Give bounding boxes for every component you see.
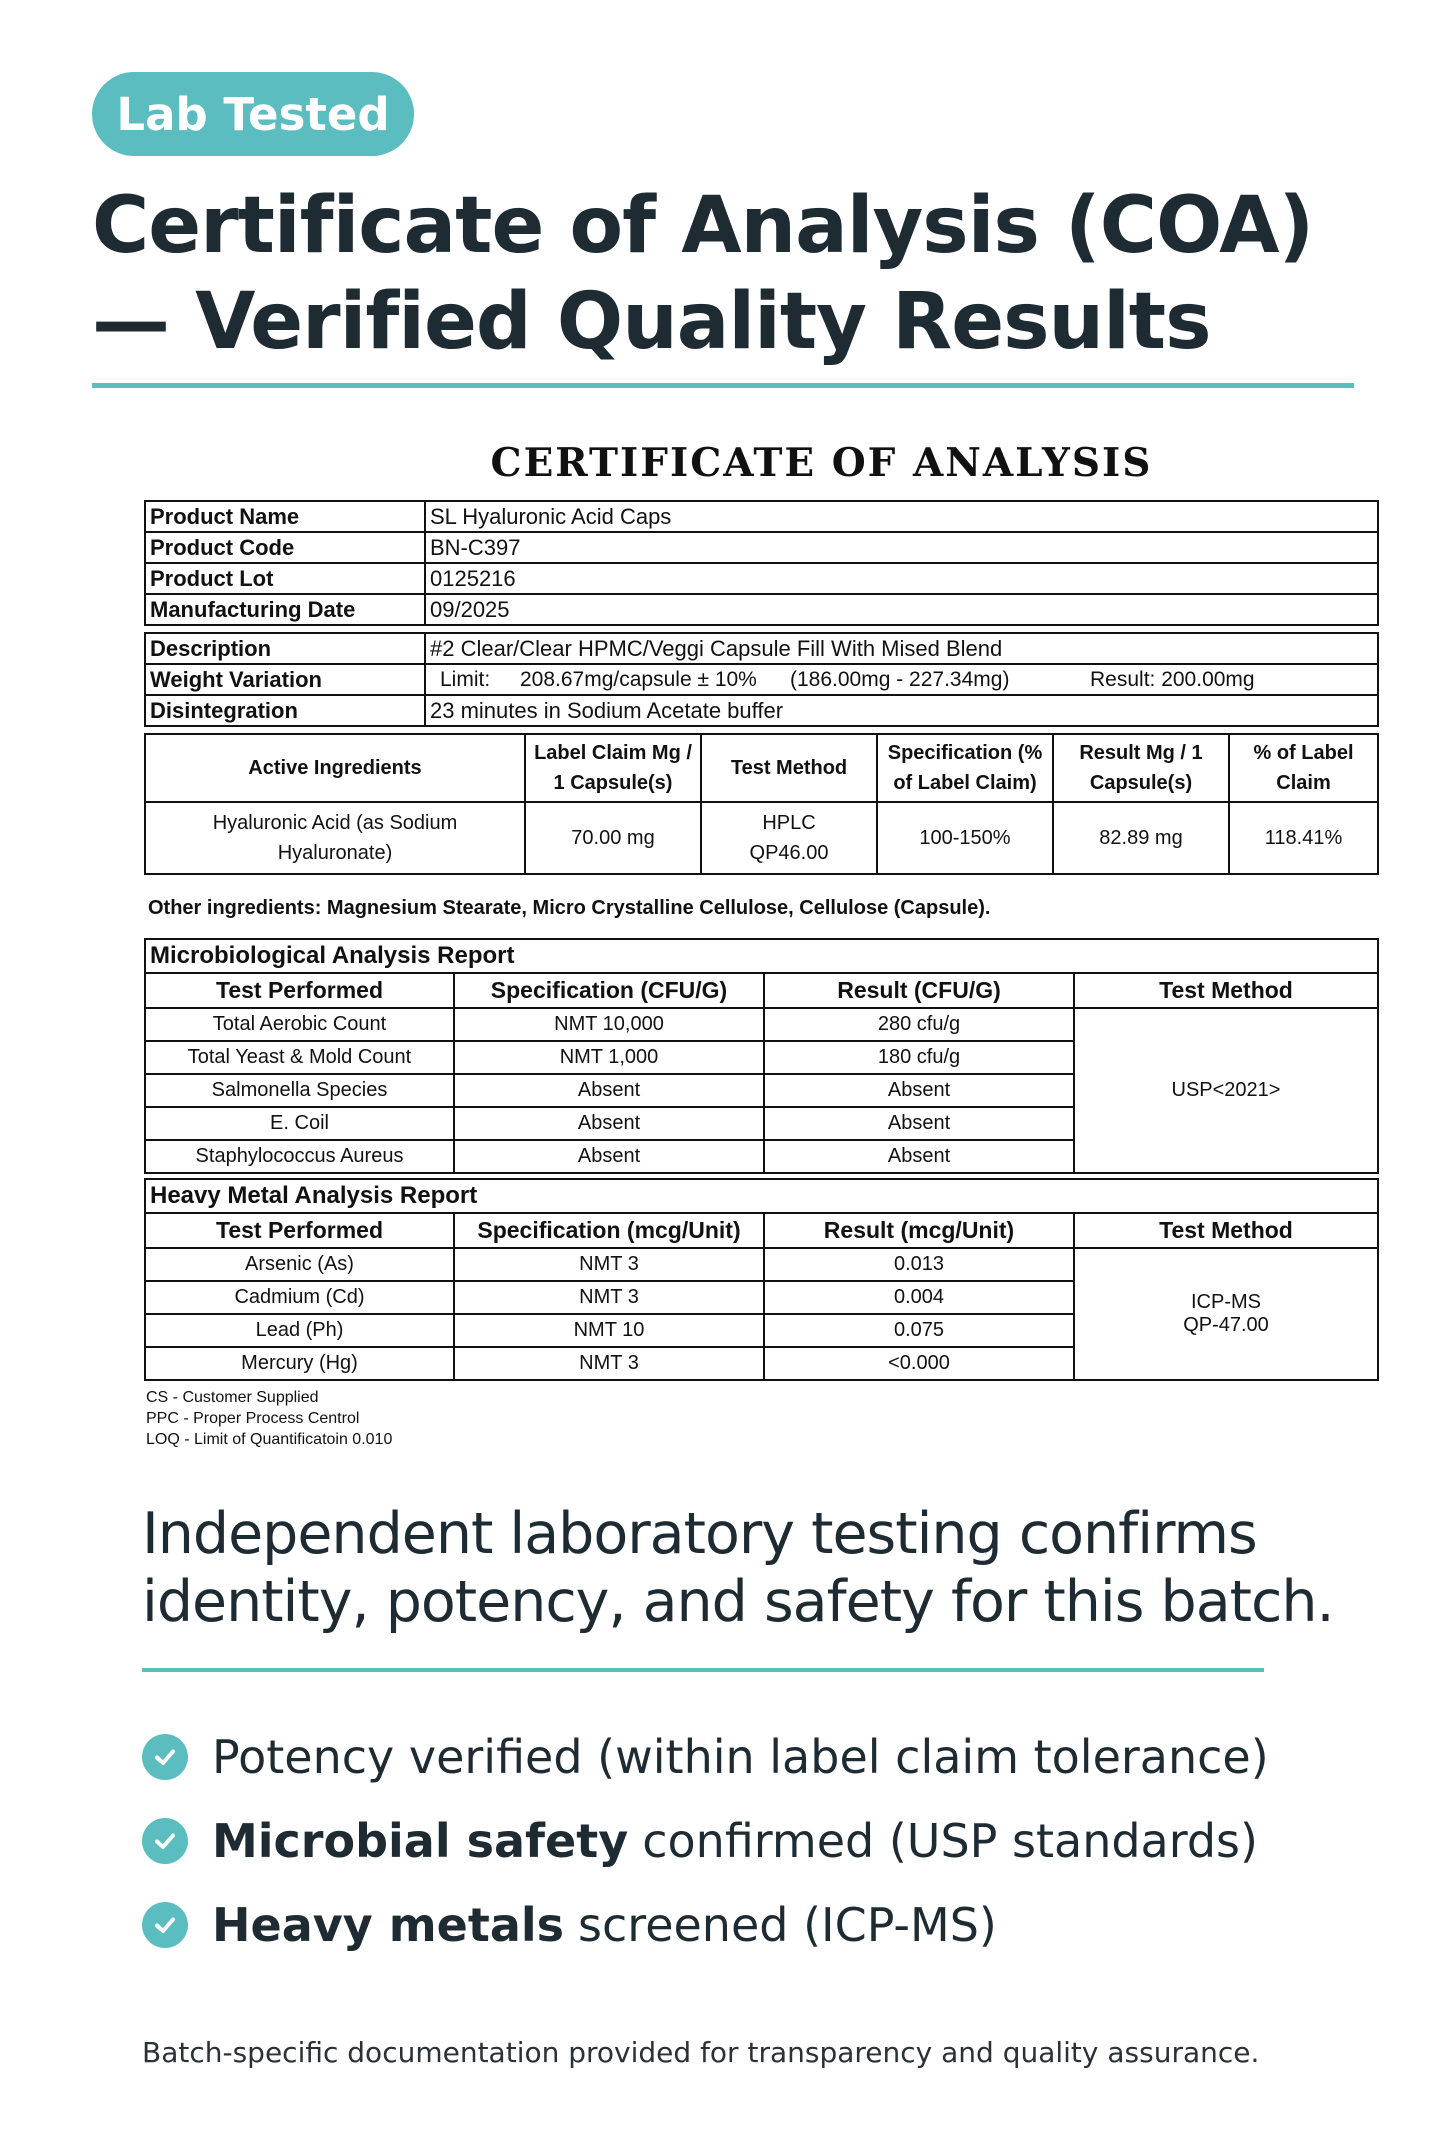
info-value: 0125216 [425,563,1378,594]
test-name: Mercury (Hg) [145,1347,454,1380]
table-header-row [145,734,1378,802]
table-row [145,563,1378,594]
specification: NMT 10 [454,1314,764,1347]
column-header: Specification (CFU/G) [454,973,764,1008]
headline-line-1: Independent laboratory testing confirms [142,1501,1257,1567]
title-line-2: — Verified Quality Results [92,277,1211,367]
table-row [145,532,1378,563]
result: <0.000 [764,1347,1074,1380]
column-header: Result (CFU/G) [764,973,1074,1008]
headline-line-2: identity, potency, and safety for this batch. [142,1569,1334,1635]
result: Absent [764,1140,1074,1173]
table-row [145,1008,1378,1041]
specification: Absent [454,1140,764,1173]
test-name: Arsenic (As) [145,1248,454,1281]
weight-variation-value [425,664,1378,695]
column-header: Test Method [1074,973,1378,1008]
check-icon [142,1818,188,1864]
table-row [145,633,1378,664]
table-row [145,664,1378,695]
check-icon [142,1734,188,1780]
table-row [145,1248,1378,1281]
column-header: Label Claim Mg / 1 Capsule(s) [525,734,701,802]
title-line-1: Certificate of Analysis (COA) [92,181,1314,271]
description-label: Description [145,633,425,664]
title-divider [92,383,1354,388]
table-row [145,695,1378,726]
section-heading: Heavy Metal Analysis Report [145,1179,1378,1213]
bullet-text: screened (ICP-MS) [578,1898,997,1952]
specification: NMT 3 [454,1248,764,1281]
result: 280 cfu/g [764,1008,1074,1041]
table-row [145,594,1378,625]
test-name: Total Aerobic Count [145,1008,454,1041]
method-line: ICP-MS [1191,1291,1261,1313]
disintegration-value: 23 minutes in Sodium Acetate buffer [425,695,1378,726]
specification: NMT 10,000 [454,1008,764,1041]
result: 0.013 [764,1248,1074,1281]
column-header: Test Performed [145,973,454,1008]
disintegration-label: Disintegration [145,695,425,726]
weight-range: (186.00mg - 227.34mg) [790,667,1010,691]
test-name: Staphylococcus Aureus [145,1140,454,1173]
specification: 100-150% [877,802,1053,874]
table-row [145,501,1378,532]
table-header-row [145,1179,1378,1213]
product-info-table [144,500,1379,626]
test-name: Total Yeast & Mold Count [145,1041,454,1074]
method-line: QP-47.00 [1183,1314,1269,1336]
certificate-title: CERTIFICATE OF ANALYSIS [490,440,1153,486]
result: 180 cfu/g [764,1041,1074,1074]
column-header: Result Mg / 1 Capsule(s) [1053,734,1229,802]
note-line: PPC - Proper Process Centrol [146,1410,360,1427]
table-header-row [145,1213,1378,1248]
column-header: % of Label Claim [1229,734,1378,802]
bullet-emphasis: Heavy metals [212,1898,565,1952]
column-header: Test Performed [145,1213,454,1248]
note-line: LOQ - Limit of Quantificatoin 0.010 [146,1431,393,1448]
label-claim: 70.00 mg [525,802,701,874]
footer-note: Batch-specific documentation provided for transparency and quality assurance. [142,2036,1260,2069]
result: Absent [764,1107,1074,1140]
column-header: Active Ingredients [145,734,525,802]
active-ingredients-table [144,733,1379,875]
column-header: Result (mcg/Unit) [764,1213,1074,1248]
table-row [145,802,1378,874]
table-header-row [145,973,1378,1008]
test-name: Lead (Ph) [145,1314,454,1347]
bullet-text: confirmed (USP standards) [642,1814,1258,1868]
list-item [142,1799,1269,1883]
info-value: 09/2025 [425,594,1378,625]
test-method: USP<2021> [1074,1008,1378,1173]
microbiological-table [144,938,1379,1174]
test-name: Cadmium (Cd) [145,1281,454,1314]
info-label: Product Code [145,532,425,563]
column-header: Specification (% of Label Claim) [877,734,1053,802]
verification-list [142,1715,1269,1967]
specification: NMT 1,000 [454,1041,764,1074]
result: 0.075 [764,1314,1074,1347]
summary-headline [142,1500,1342,1636]
note-line: CS - Customer Supplied [146,1389,319,1406]
column-header: Specification (mcg/Unit) [454,1213,764,1248]
test-name: E. Coil [145,1107,454,1140]
result: Absent [764,1074,1074,1107]
weight-result: Result: 200.00mg [1090,667,1255,691]
specification: Absent [454,1074,764,1107]
check-icon [142,1902,188,1948]
description-value: #2 Clear/Clear HPMC/Veggi Capsule Fill With Mised Blend [425,633,1378,664]
test-name: Salmonella Species [145,1074,454,1107]
info-label: Manufacturing Date [145,594,425,625]
weight-limit-label: Limit: [440,667,491,691]
result: 82.89 mg [1053,802,1229,874]
abbreviation-notes [146,1387,1379,1450]
test-method: HPLC QP46.00 [701,802,877,874]
list-item [142,1883,1269,1967]
info-label: Product Lot [145,563,425,594]
table-header-row [145,939,1378,973]
page-title [92,178,1392,370]
bullet-text: Potency verified (within label claim tolerance) [212,1730,1269,1784]
heavy-metal-table [144,1178,1379,1381]
other-ingredients: Other ingredients: Magnesium Stearate, Micro Crystalline Cellulose, Cellulose (Capsule). [148,897,991,919]
section-heading: Microbiological Analysis Report [145,939,1378,973]
certificate-document [144,440,1379,1450]
result: 0.004 [764,1281,1074,1314]
lab-tested-badge: Lab Tested [92,72,414,156]
product-description-table [144,632,1379,727]
percent-label-claim: 118.41% [1229,802,1378,874]
info-value: BN-C397 [425,532,1378,563]
test-method [1074,1248,1378,1380]
weight-limit-value: 208.67mg/capsule ± 10% [520,667,757,691]
specification: NMT 3 [454,1281,764,1314]
specification: NMT 3 [454,1347,764,1380]
specification: Absent [454,1107,764,1140]
bullet-emphasis: Microbial safety [212,1814,629,1868]
list-item [142,1715,1269,1799]
ingredient-name: Hyaluronic Acid (as Sodium Hyaluronate) [145,802,525,874]
info-value: SL Hyaluronic Acid Caps [425,501,1378,532]
info-label: Product Name [145,501,425,532]
column-header: Test Method [701,734,877,802]
weight-variation-label: Weight Variation [145,664,425,695]
headline-divider [142,1668,1264,1672]
column-header: Test Method [1074,1213,1378,1248]
